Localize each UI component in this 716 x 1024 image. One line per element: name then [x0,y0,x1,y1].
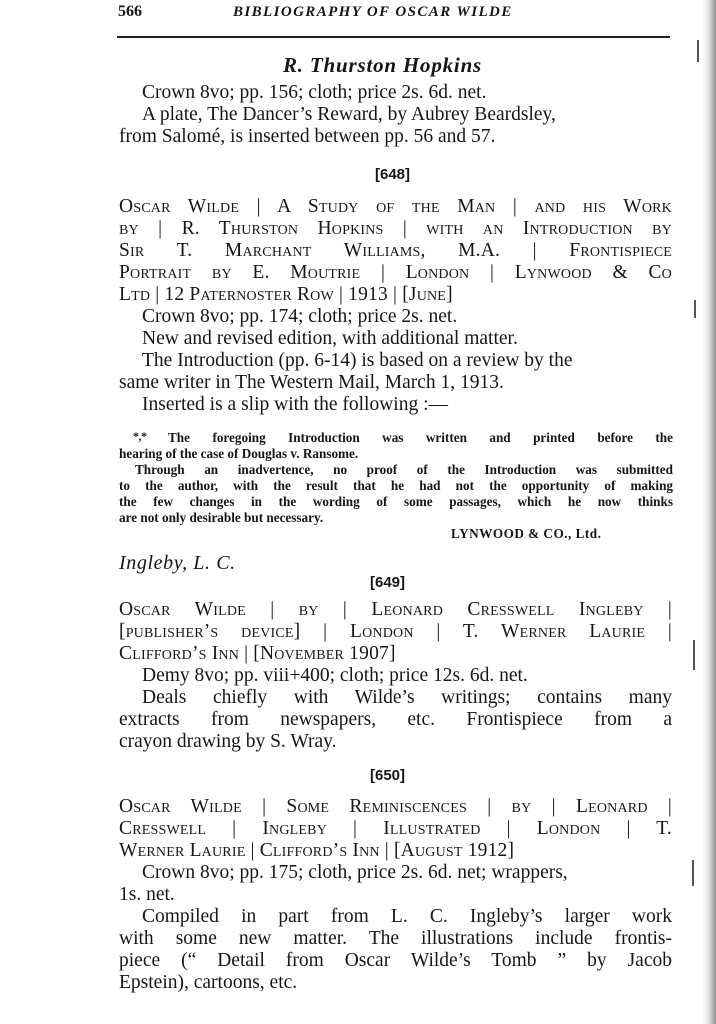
slip-line: are not only desirable but necessary. [119,510,324,525]
edge-mark [692,860,694,886]
title-line: Clifford’s Inn | [November 1907] [119,643,396,664]
slip-line: to the author, with the result that he had not the opportunity of making [119,478,673,493]
title-line: [publisher’s device] | London | T. Werner Laurie | [119,621,672,642]
header-rule [117,36,670,38]
author-heading: Ingleby, L. C. [119,552,236,574]
entry-number: [650] [370,767,406,784]
slip-line: hearing of the case of Douglas v. Ransome. [119,446,359,461]
slip-line: The foregoing Introduction was written and printed before the [168,430,673,445]
entry-number: [649] [370,574,406,591]
title-line: Oscar Wilde | Some Reminiscences | by | Leonard | [119,796,672,817]
body-line: Crown 8vo; pp. 175; cloth, price 2s. 6d. net; wrappers, [142,862,568,883]
body-line: Inserted is a slip with the following :— [142,394,449,415]
body-line: Crown 8vo; pp. 174; cloth; price 2s. net. [142,306,458,327]
title-line: Oscar Wilde | by | Leonard Cresswell Ingleby | [119,599,672,620]
body-line: with some new matter. The illustrations include frontis- [119,928,672,949]
body-line: Compiled in part from L. C. Ingleby’s larger work [142,906,672,927]
running-title: BIBLIOGRAPHY OF OSCAR WILDE [233,4,513,20]
page-edge-shadow [702,0,716,1024]
body-line: from Salomé, is inserted between pp. 56 and 57. [119,126,496,147]
slip-line: Through an inadvertence, no proof of the Introduction was submitted [135,462,673,477]
slip-stars [133,428,146,445]
edge-mark [693,640,695,670]
body-line: extracts from newspapers, etc. Frontispiece from a [119,709,672,730]
title-line: Oscar Wilde | A Study of the Man | and his Work [119,196,672,217]
author-heading: R. Thurston Hopkins [283,53,483,77]
slip-signature: LYNWOOD & CO., Ltd. [451,526,602,541]
body-line: 1s. net. [119,884,175,905]
body-line: New and revised edition, with additional matter. [142,328,518,349]
slip-line: the few changes in the wording of some passages, which he now thinks [119,494,673,509]
body-line: crayon drawing by S. Wray. [119,731,337,752]
body-line: piece (“ Detail from Oscar Wilde’s Tomb ” by Jacob [119,950,672,971]
body-line: Crown 8vo; pp. 156; cloth; price 2s. 6d. net. [142,82,487,103]
title-line: by | R. Thurston Hopkins | with an Introduction by [119,218,672,239]
body-line: Epstein), cartoons, etc. [119,972,298,993]
body-line: Deals chiefly with Wilde’s writings; contains many [142,687,672,708]
asterism-symbol: *‚* [133,429,146,443]
body-line: same writer in The Western Mail, March 1, 1913. [119,372,504,393]
body-line: Demy 8vo; pp. viii+400; cloth; price 12s. 6d. net. [142,665,528,686]
entry-number: [648] [375,166,411,183]
page-number: 566 [118,3,142,20]
title-line: Cresswell | Ingleby | Illustrated | London | T. [119,818,672,839]
title-line: Werner Laurie | Clifford’s Inn | [August 1912] [119,840,515,861]
title-line: Sir T. Marchant Williams, M.A. | Frontispiece [119,240,672,261]
title-line: Ltd | 12 Paternoster Row | 1913 | [June] [119,284,453,305]
title-line: Portrait by E. Moutrie | London | Lynwood & Co [119,262,672,283]
edge-mark [694,300,696,318]
edge-mark [697,40,699,62]
body-line: The Introduction (pp. 6-14) is based on a review by the [142,350,573,371]
body-line: A plate, The Dancer’s Reward, by Aubrey Beardsley, [142,104,556,125]
